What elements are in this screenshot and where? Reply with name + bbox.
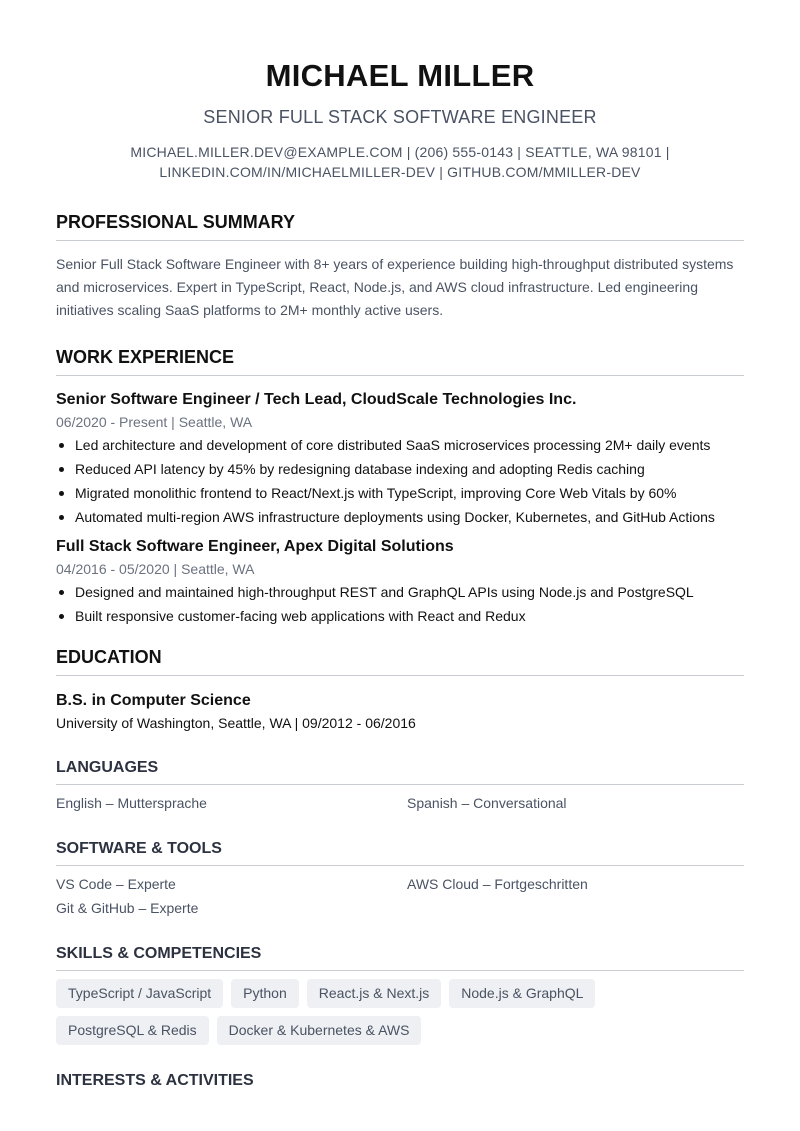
tools-heading: SOFTWARE & TOOLS	[56, 840, 222, 857]
contact-line-1: MICHAEL.MILLER.DEV@EXAMPLE.COM | (206) 555-0143 | SEATTLE, WA 98101 |	[130, 144, 670, 160]
skill-chip: Docker & Kubernetes & AWS	[217, 1016, 422, 1045]
interests-section	[56, 1071, 744, 1091]
skill-chip: PostgreSQL & Redis	[56, 1016, 209, 1045]
job-bullets	[56, 435, 744, 527]
bullet-item: Automated multi-region AWS infrastructure deployments using Docker, Kubernetes, and GitHub Actions	[56, 507, 744, 527]
language-item: English – Muttersprache	[56, 795, 207, 811]
section-divider	[56, 970, 744, 971]
bullet-item: Led architecture and development of core distributed SaaS microservices processing 2M+ daily events	[56, 435, 744, 455]
languages-heading: LANGUAGES	[56, 759, 159, 776]
tools-list	[56, 875, 744, 918]
job-bullets	[56, 582, 744, 626]
skills-chips	[56, 979, 744, 1045]
section-divider	[56, 240, 744, 241]
education-heading: EDUCATION	[56, 647, 162, 667]
job-entry	[56, 390, 744, 527]
section-divider	[56, 784, 744, 785]
experience-heading: WORK EXPERIENCE	[56, 347, 235, 367]
skill-chip: TypeScript / JavaScript	[56, 979, 223, 1008]
skills-heading: SKILLS & COMPETENCIES	[56, 945, 262, 962]
candidate-name: MICHAEL MILLER	[265, 58, 535, 93]
contact-line-2: LINKEDIN.COM/IN/MICHAELMILLER-DEV | GITHUB.COM/MMILLER-DEV	[159, 164, 641, 180]
bullet-item: Designed and maintained high-throughput REST and GraphQL APIs using Node.js and PostgreSQL	[56, 582, 744, 602]
language-item: Spanish – Conversational	[407, 795, 567, 811]
education-meta: University of Washington, Seattle, WA | 09/2012 - 06/2016	[56, 715, 416, 731]
job-meta: 04/2016 - 05/2020 | Seattle, WA	[56, 561, 255, 577]
experience-section	[56, 346, 744, 626]
languages-list	[56, 794, 744, 813]
summary-section	[56, 211, 744, 322]
section-divider	[56, 865, 744, 866]
skill-chip: Python	[231, 979, 299, 1008]
summary-heading: PROFESSIONAL SUMMARY	[56, 212, 296, 232]
skill-chip: Node.js & GraphQL	[449, 979, 595, 1008]
degree: B.S. in Computer Science	[56, 692, 251, 709]
job-meta: 06/2020 - Present | Seattle, WA	[56, 414, 253, 430]
bullet-item: Migrated monolithic frontend to React/Next.js with TypeScript, improving Core Web Vitals by 60%	[56, 483, 744, 503]
bullet-item: Reduced API latency by 45% by redesigning database indexing and adopting Redis caching	[56, 459, 744, 479]
job-entry	[56, 537, 744, 626]
job-title: Full Stack Software Engineer, Apex Digital Solutions	[56, 538, 454, 555]
section-divider	[56, 375, 744, 376]
tool-item: VS Code – Experte	[56, 876, 176, 892]
section-divider	[56, 675, 744, 676]
summary-text: Senior Full Stack Software Engineer with 8+ years of experience building high-throughput distributed systems and microservices. Expert in TypeScript, React, Node.js, and AWS cloud infrastructure. Led engineering initiatives scaling SaaS platforms to 2M+ monthly active users.	[56, 256, 734, 318]
tools-section	[56, 839, 744, 918]
tool-item: AWS Cloud – Fortgeschritten	[407, 876, 588, 892]
contact-info	[56, 142, 744, 182]
skill-chip: React.js & Next.js	[307, 979, 441, 1008]
languages-section	[56, 758, 744, 813]
skills-section	[56, 944, 744, 1045]
education-section	[56, 646, 744, 733]
candidate-title: SENIOR FULL STACK SOFTWARE ENGINEER	[203, 107, 597, 127]
tool-item: Git & GitHub – Experte	[56, 900, 199, 916]
interests-heading: INTERESTS & ACTIVITIES	[56, 1072, 254, 1089]
job-title: Senior Software Engineer / Tech Lead, CloudScale Technologies Inc.	[56, 391, 577, 408]
bullet-item: Built responsive customer-facing web applications with React and Redux	[56, 606, 744, 626]
